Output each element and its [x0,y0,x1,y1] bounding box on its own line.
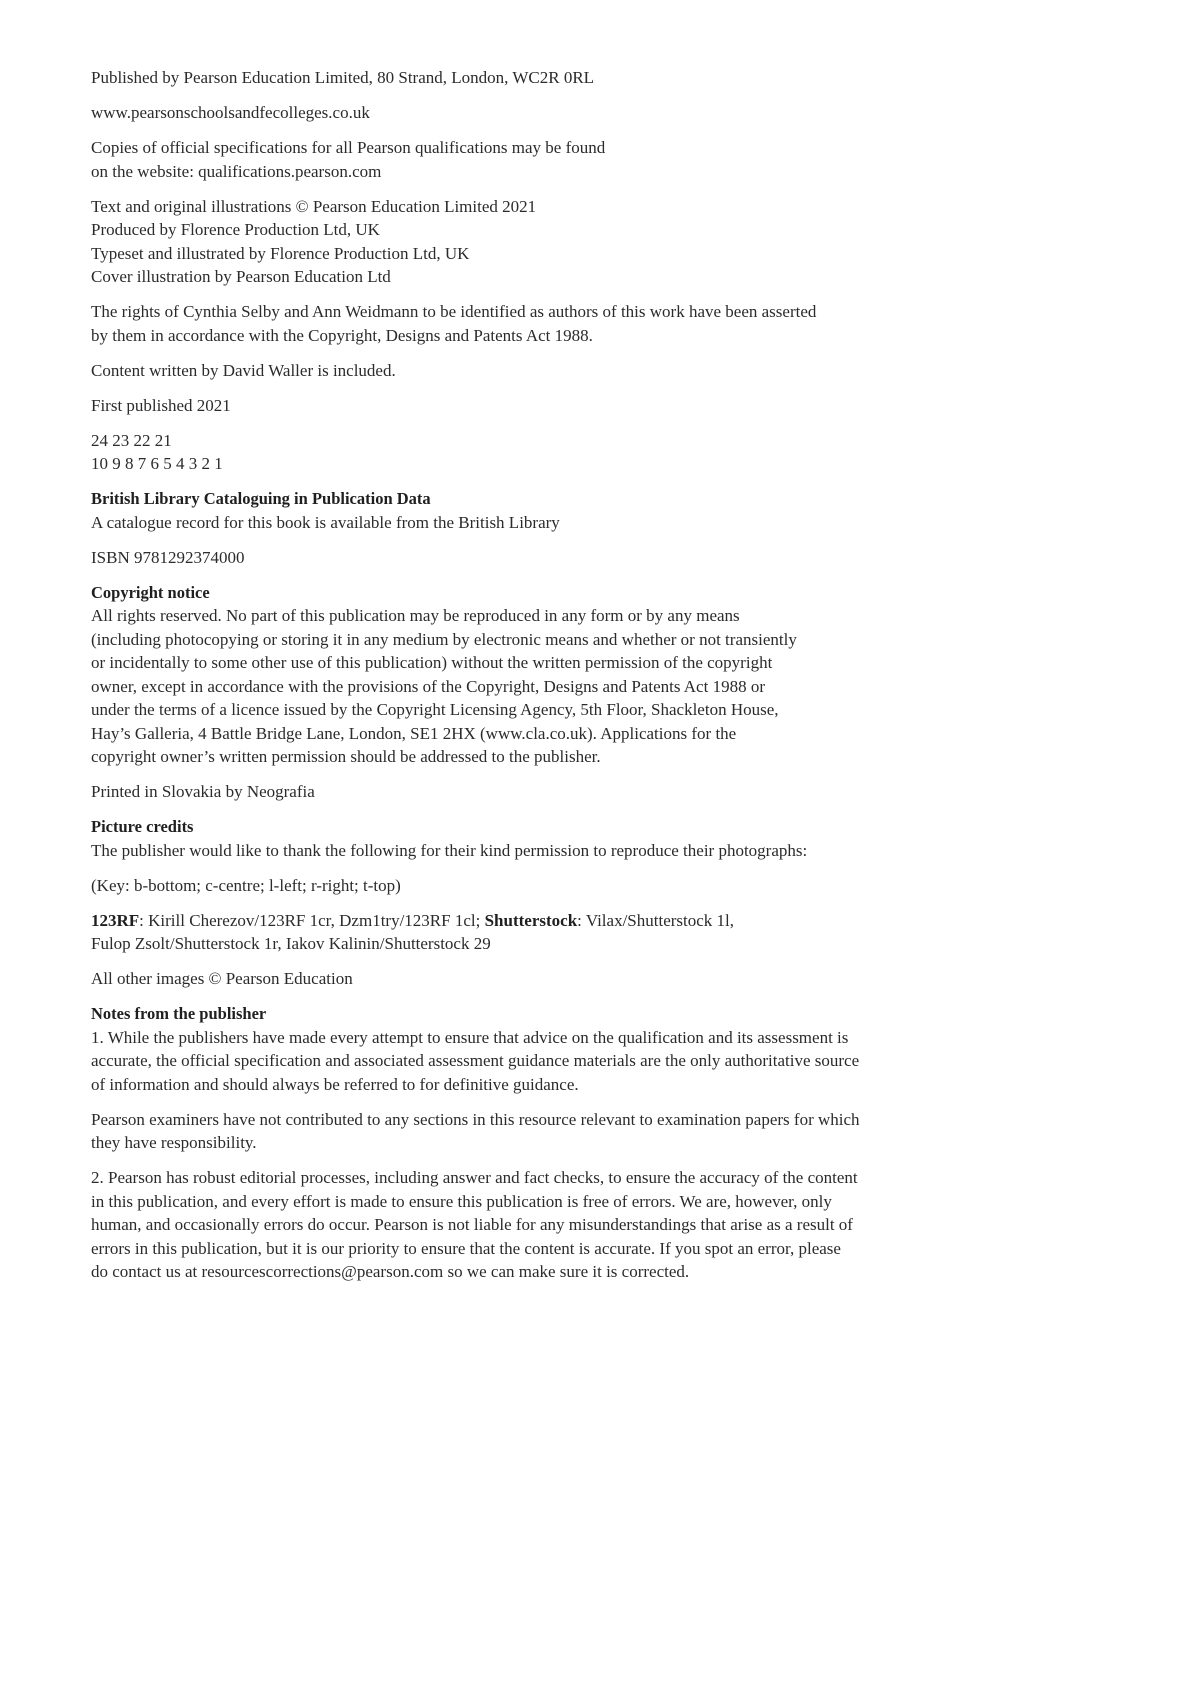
note-1-line: 1. While the publishers have made every attempt to ensure that advice on the qualification and its assessment is [91,1027,849,1047]
author-rights-block [91,300,1091,347]
first-published-block [91,394,1091,418]
picture-sources-block [91,909,1091,956]
source-name-123rf: 123RF [91,910,140,930]
copyright-notice-line: or incidentally to some other use of this publication) without the written permission of the copyright [91,653,773,672]
production-line: Text and original illustrations © Pearson Education Limited 2021 [91,196,537,216]
copyright-page [91,66,1091,1295]
other-images-line: All other images © Pearson Education [91,969,353,988]
picture-sources-line: Fulop Zsolt/Shutterstock 1r, Iakov Kalinin/Shutterstock 29 [91,934,491,953]
note-2-line: 2. Pearson has robust editorial processes, including answer and fact checks, to ensure the accuracy of the content [91,1168,858,1187]
cataloguing-text: A catalogue record for this book is available from the British Library [91,512,560,532]
isbn-block [91,546,1091,570]
picture-key: (Key: b-bottom; c-centre; l-left; r-right; t-top) [91,875,401,895]
copyright-notice-line: All rights reserved. No part of this publication may be reproduced in any form or by any means [91,606,740,625]
notes-block [91,1002,1091,1096]
picture-sources-line [91,909,1091,933]
notes-heading: Notes from the publisher [91,1004,267,1023]
publisher-block [91,66,1091,90]
note-2-block [91,1166,1091,1284]
copyright-notice-line: under the terms of a licence issued by the Copyright Licensing Agency, 5th Floor, Shackleton House, [91,700,779,719]
other-images-block [91,967,1091,991]
note-2-line: do contact us at resourcescorrections@pearson.com so we can make sure it is corrected. [91,1262,690,1281]
copyright-notice-line: Hay’s Galleria, 4 Battle Bridge Lane, London, SE1 2HX (www.cla.co.uk). Applications for the [91,723,737,743]
production-block [91,195,1091,289]
publisher-address: Published by Pearson Education Limited, 80 Strand, London, WC2R 0RL [91,68,595,87]
printed-in-line: Printed in Slovakia by Neografia [91,782,315,801]
copyright-notice-line: (including photocopying or storing it in any medium by electronic means and whether or not transiently [91,629,797,649]
print-line-block [91,429,1091,476]
specifications-block [91,136,1091,183]
note-1-line: accurate, the official specification and associated assessment guidance materials are the only authoritative source [91,1051,860,1070]
copyright-notice-line: copyright owner’s written permission should be addressed to the publisher. [91,747,601,766]
content-written-block [91,359,1091,383]
note-2-line: errors in this publication, but it is our priority to ensure that the content is accurate. If you spot an error, please [91,1238,841,1258]
cataloguing-heading: British Library Cataloguing in Publication Data [91,489,431,508]
picture-key-block [91,874,1091,898]
print-numbers: 10 9 8 7 6 5 4 3 2 1 [91,454,223,473]
cataloguing-block [91,487,1091,534]
note-2-line: in this publication, and every effort is made to ensure this publication is free of errors. We are, however, only [91,1191,832,1211]
website-block [91,101,1091,125]
copyright-notice-heading: Copyright notice [91,582,210,602]
picture-credits-intro: The publisher would like to thank the following for their kind permission to reproduce their photographs: [91,840,808,860]
source-name-shutterstock: Shutterstock [484,910,578,930]
isbn: ISBN 9781292374000 [91,547,245,567]
source-credits-shutterstock: : Vilax/Shutterstock 1l, [577,910,735,930]
printed-in-block [91,780,1091,804]
website-link[interactable]: www.pearsonschoolsandfecolleges.co.uk [91,103,370,122]
production-line: Typeset and illustrated by Florence Production Ltd, UK [91,243,470,263]
specifications-line: on the website: qualifications.pearson.com [91,161,382,181]
print-years: 24 23 22 21 [91,430,172,450]
production-line: Produced by Florence Production Ltd, UK [91,220,380,239]
copyright-notice-block [91,581,1091,769]
content-written-line: Content written by David Waller is included. [91,360,396,380]
picture-credits-block [91,815,1091,862]
examiners-line: Pearson examiners have not contributed to any sections in this resource relevant to examination papers for which [91,1109,860,1129]
examiners-block [91,1108,1091,1155]
examiners-line: they have responsibility. [91,1133,257,1152]
copyright-notice-line: owner, except in accordance with the provisions of the Copyright, Designs and Patents Act 1988 or [91,676,765,696]
picture-credits-heading: Picture credits [91,817,194,836]
note-2-line: human, and occasionally errors do occur. Pearson is not liable for any misunderstandings that arise as a result of [91,1215,853,1234]
source-credits-123rf: : Kirill Cherezov/123RF 1cr, Dzm1try/123RF 1cl; [139,910,485,930]
rights-line: The rights of Cynthia Selby and Ann Weidmann to be identified as authors of this work have been asserted [91,302,817,321]
note-1-line: of information and should always be referred to for definitive guidance. [91,1074,579,1094]
specifications-line: Copies of official specifications for all Pearson qualifications may be found [91,138,606,157]
production-line: Cover illustration by Pearson Education Ltd [91,267,391,286]
rights-line: by them in accordance with the Copyright, Designs and Patents Act 1988. [91,325,593,345]
first-published-line: First published 2021 [91,395,231,415]
